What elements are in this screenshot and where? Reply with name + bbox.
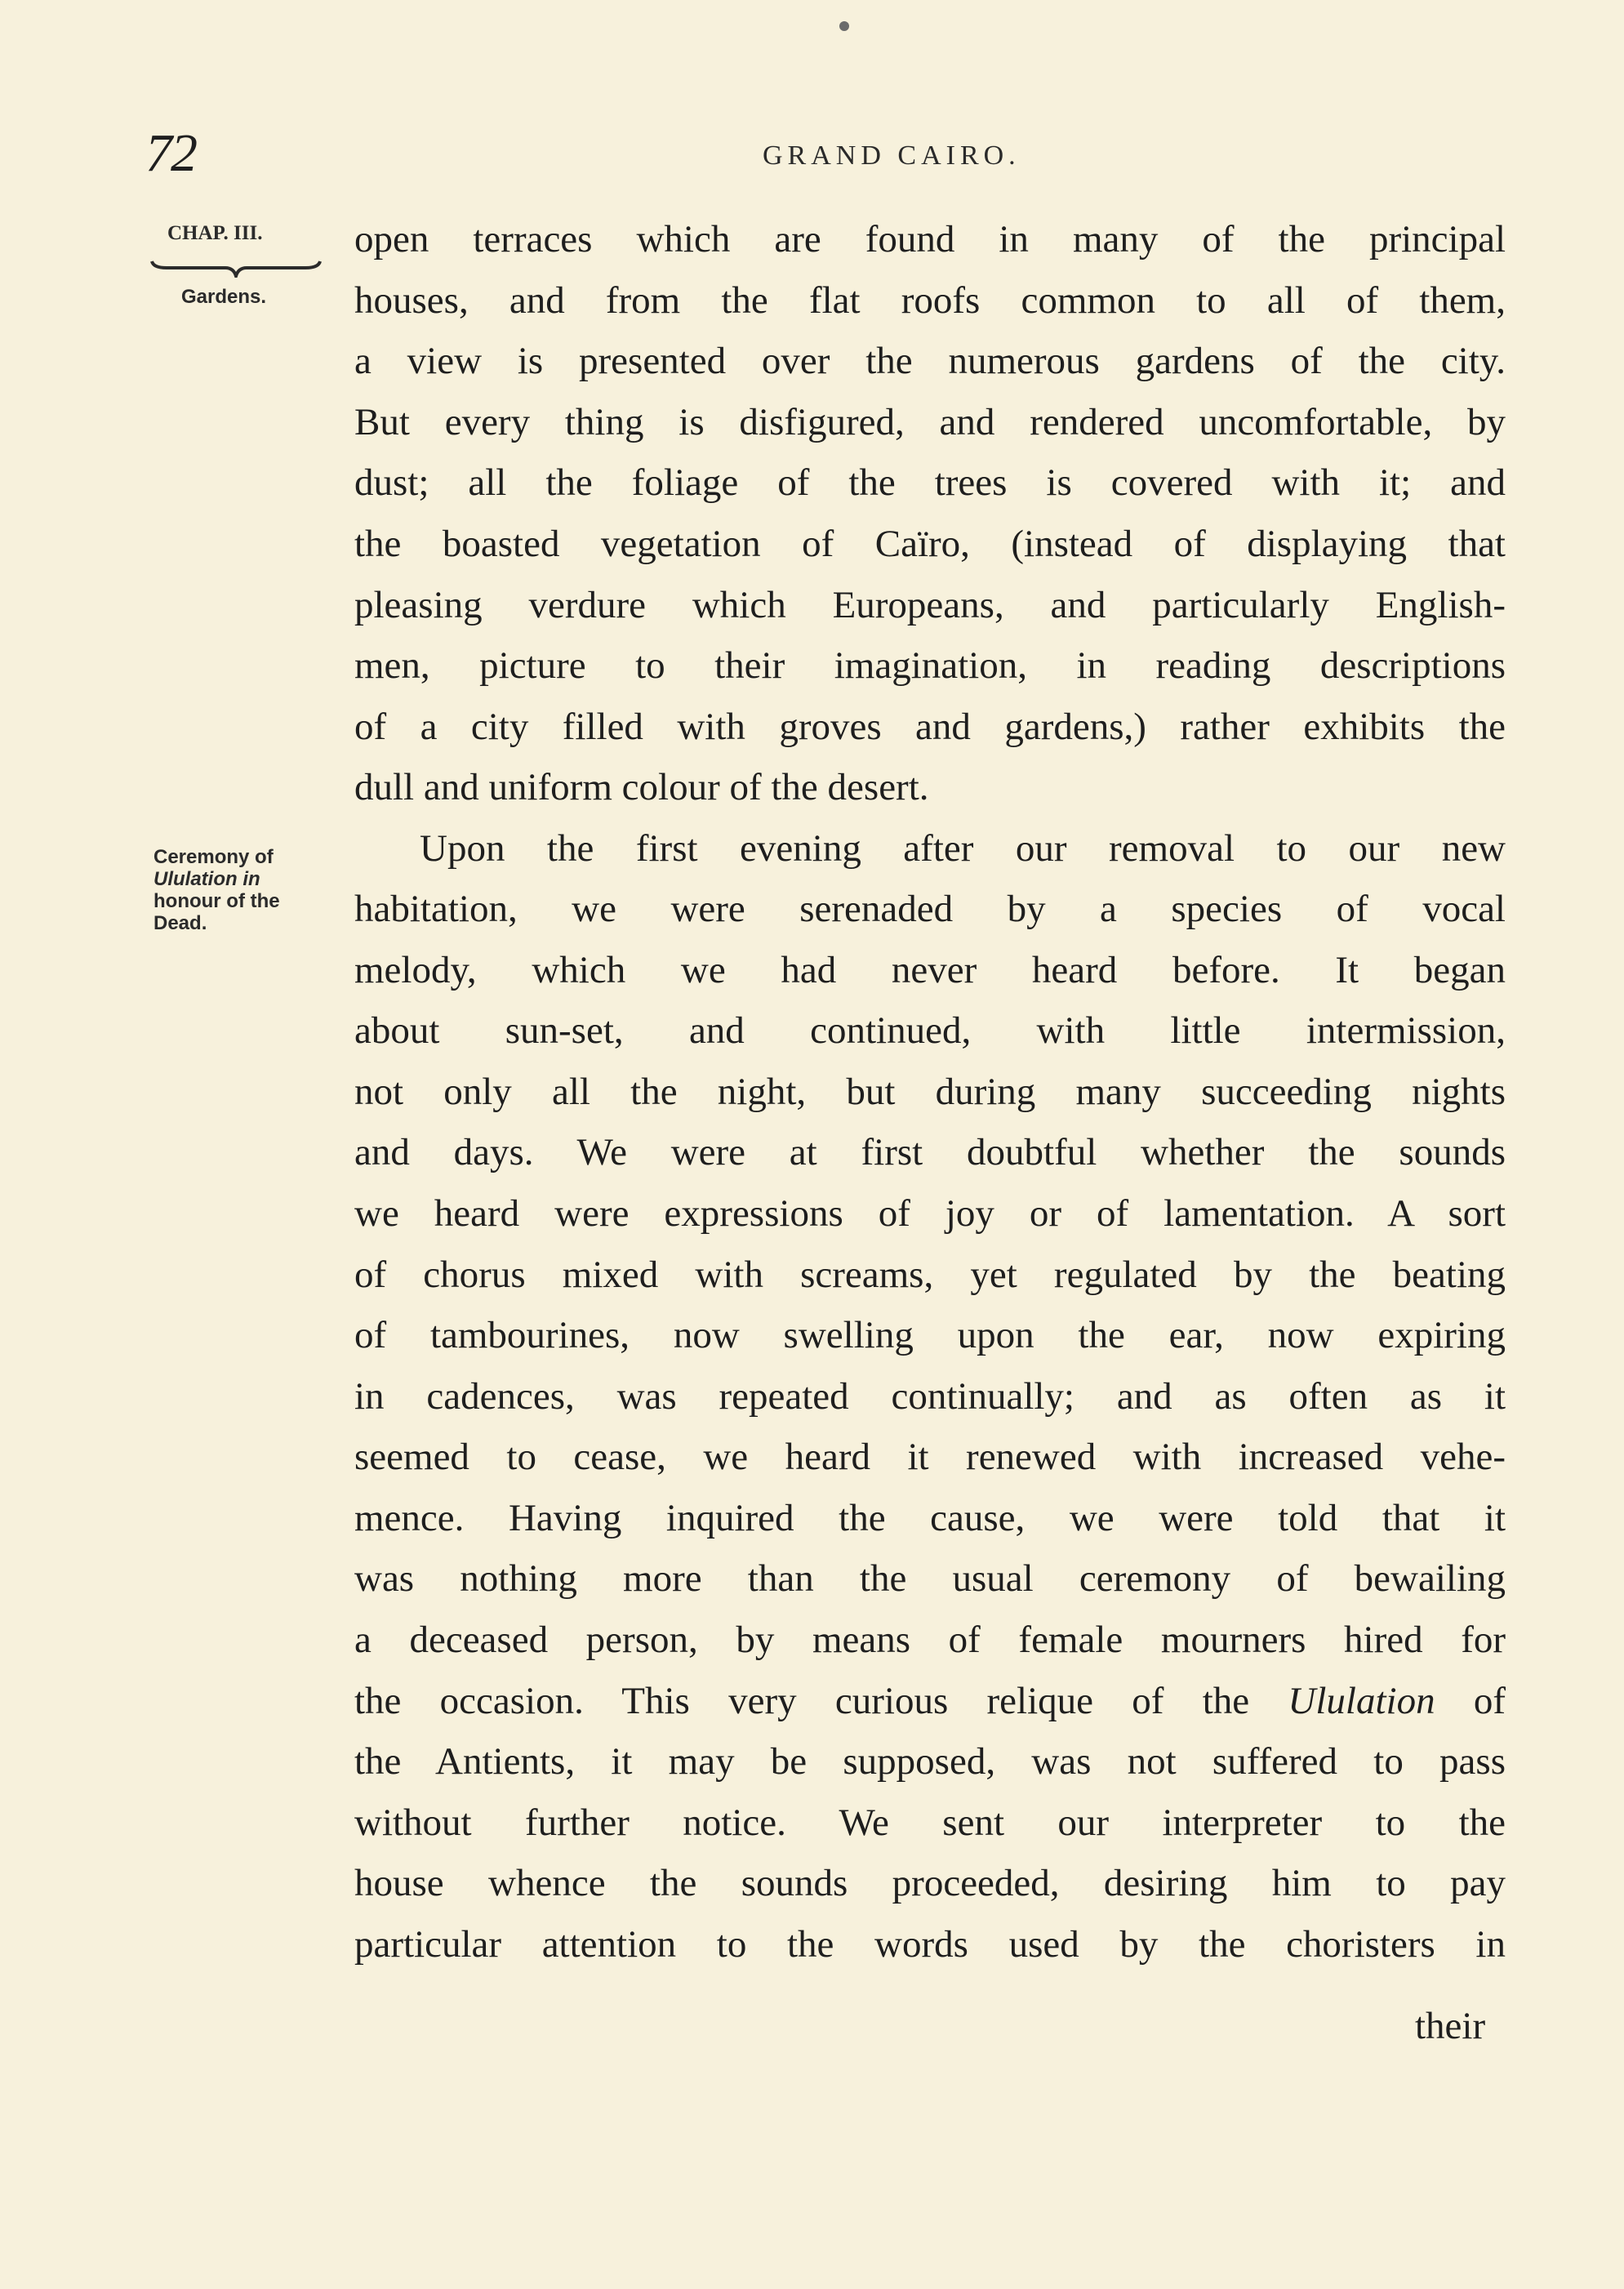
brace-icon <box>150 258 322 278</box>
chapter-heading: CHAP. III. <box>167 222 263 244</box>
text-line: of tambourines, now swelling upon the ear, now expiring <box>354 1314 1506 1356</box>
sidenote-ceremony <box>154 846 280 934</box>
text-line: a deceased person, by means of female mourners hired for <box>354 1619 1506 1661</box>
text-line: the occasion. This very curious relique of the Ululation of <box>354 1680 1506 1722</box>
text-line: without further notice. We sent our interpreter to the <box>354 1801 1506 1844</box>
text-line: particular attention to the words used by the choristers in <box>354 1923 1506 1966</box>
text-line: house whence the sounds proceeded, desiring him to pay <box>354 1862 1506 1904</box>
text-line: we heard were expressions of joy or of lamentation. A sort <box>354 1192 1506 1235</box>
sidenote-line: Gardens. <box>181 286 267 308</box>
text-line: seemed to cease, we heard it renewed with increased vehe- <box>354 1436 1506 1478</box>
text-line: men, picture to their imagination, in reading descriptions <box>354 644 1506 687</box>
sidenote-gardens <box>181 286 266 308</box>
text-line: about sun-set, and continued, with little intermission, <box>354 1009 1506 1052</box>
text-line: of chorus mixed with screams, yet regulated by the beating <box>354 1254 1506 1296</box>
text-line: was nothing more than the usual ceremony of bewailing <box>354 1557 1506 1600</box>
sidenote-line <box>154 868 280 890</box>
text-line: open terraces which are found in many of the principal <box>354 218 1506 261</box>
sidenote-line: honour of the <box>154 890 280 912</box>
text-line: a view is presented over the numerous gardens of the city. <box>354 340 1506 382</box>
text-line: of a city filled with groves and gardens,) rather exhibits the <box>354 706 1506 748</box>
sidenote-italic: Ululation in <box>154 868 260 890</box>
text-line: mence. Having inquired the cause, we were told that it <box>354 1497 1506 1539</box>
catchword: their <box>1415 2005 1486 2047</box>
text-line: not only all the night, but during many succeeding nights <box>354 1071 1506 1113</box>
text-line: dust; all the foliage of the trees is covered with it; and <box>354 461 1506 504</box>
page-number: 72 <box>145 123 196 183</box>
text-line: But every thing is disfigured, and rendered uncomfortable, by <box>354 401 1506 443</box>
printer-mark-icon <box>839 21 849 31</box>
text-line: habitation, we were serenaded by a species of vocal <box>354 888 1506 930</box>
text-line: pleasing verdure which Europeans, and particularly English- <box>354 584 1506 626</box>
italic-term: Ululation <box>1288 1680 1435 1722</box>
text-line: houses, and from the flat roofs common to all of them, <box>354 279 1506 322</box>
text-line: the Antients, it may be supposed, was not suffered to pass <box>354 1740 1506 1783</box>
text-line: melody, which we had never heard before. It began <box>354 949 1506 991</box>
text-line: the boasted vegetation of Caïro, (instead of displaying that <box>354 523 1506 565</box>
text-line: dull and uniform colour of the desert. <box>354 766 929 808</box>
running-head: GRAND CAIRO. <box>763 140 1021 171</box>
sidenote-line: Dead. <box>154 912 207 934</box>
sidenote-line: Ceremony of <box>154 846 274 868</box>
text-line: and days. We were at first doubtful whether the sounds <box>354 1131 1506 1173</box>
text-line: in cadences, was repeated continually; and as often as it <box>354 1375 1506 1418</box>
text-line: Upon the first evening after our removal to our new <box>420 827 1506 870</box>
